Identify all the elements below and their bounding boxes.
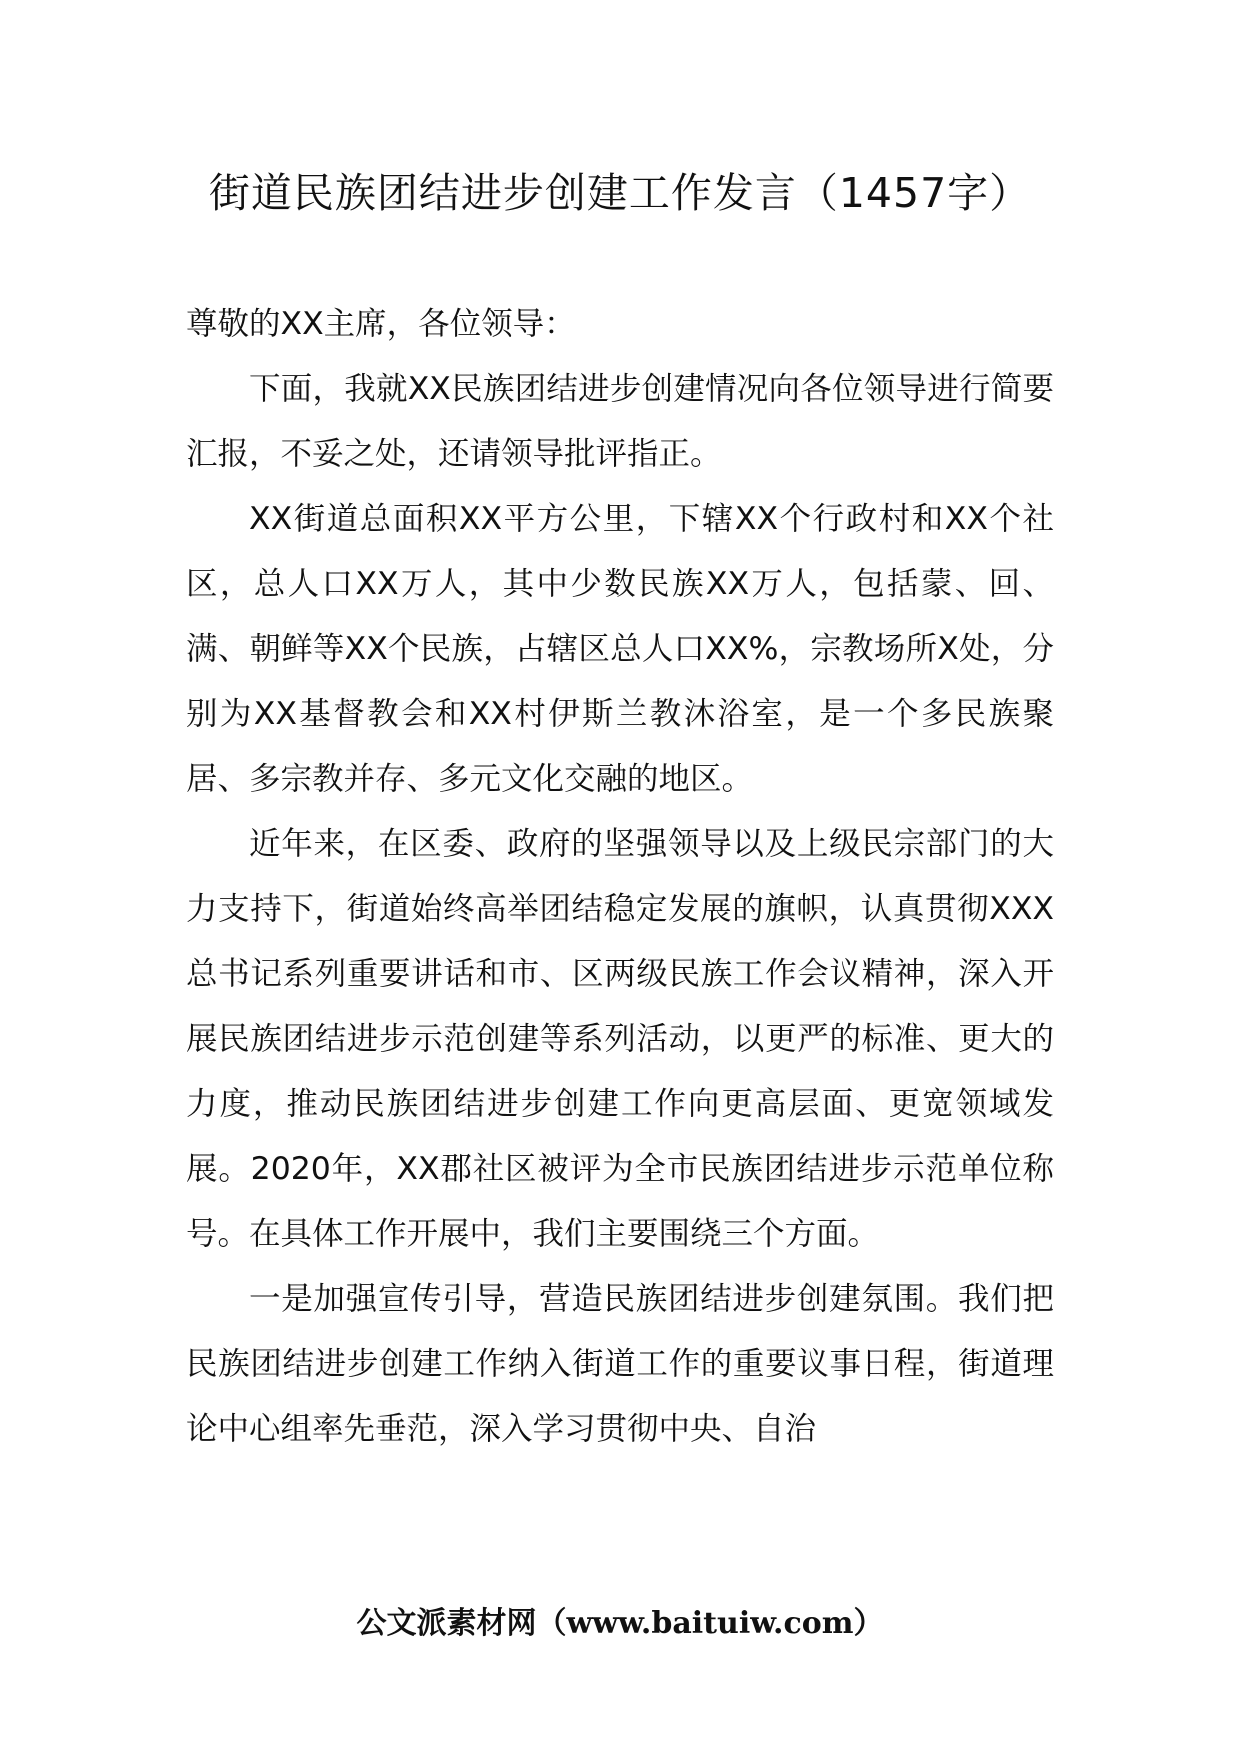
footer-watermark: 公文派素材网（www.baituiw.com） <box>356 1606 884 1641</box>
paragraph-intro: 下面，我就XX民族团结进步创建情况向各位领导进行简要汇报，不妥之处，还请领导批评指正。 <box>186 371 1054 472</box>
greeting-line: 尊敬的XX主席，各位领导： <box>186 306 576 342</box>
paragraph-overview: XX街道总面积XX平方公里，下辖XX个行政村和XX个社区，总人口XX万人，其中少数民族XX万人，包括蒙、回、满、朝鲜等XX个民族，占辖区总人口XX%，宗教场所X处，分别为XX基督教会和XX村伊斯兰教沐浴室，是一个多民族聚居、多宗教并存、多元文化交融的地区。 <box>186 501 1054 797</box>
paragraph-achievements: 近年来，在区委、政府的坚强领导以及上级民宗部门的大力支持下，街道始终高举团结稳定发展的旗帜，认真贯彻XXX总书记系列重要讲话和市、区两级民族工作会议精神，深入开展民族团结进步示范创建等系列活动，以更严的标准、更大的力度，推动民族团结进步创建工作向更高层面、更宽领域发展。2020年，XX郡社区被评为全市民族团结进步示范单位称号。在具体工作开展中，我们主要围绕三个方面。 <box>186 826 1054 1252</box>
document-body <box>186 292 1054 1462</box>
document-title: 街道民族团结进步创建工作发言（1457字） <box>208 169 1032 217</box>
paragraph-point-one: 一是加强宣传引导，营造民族团结进步创建氛围。我们把民族团结进步创建工作纳入街道工作的重要议事日程，街道理论中心组率先垂范，深入学习贯彻中央、自治 <box>186 1281 1054 1447</box>
